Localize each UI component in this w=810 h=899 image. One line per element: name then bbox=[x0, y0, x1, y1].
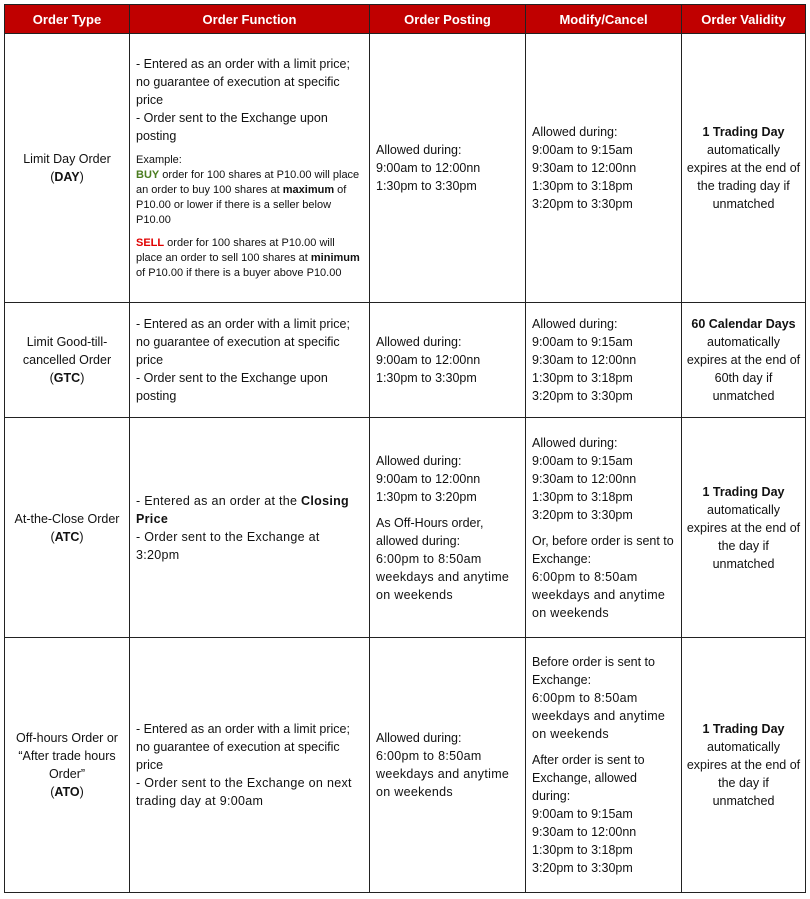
order-type-name: Off-hours Order or “After trade hours Order” bbox=[16, 731, 118, 781]
header-order-validity: Order Validity bbox=[682, 5, 806, 34]
order-type-name: Limit Day Order bbox=[23, 152, 111, 166]
order-type-cell: At-the-Close Order (ATC) bbox=[5, 418, 130, 638]
validity-period: 1 Trading Day bbox=[702, 484, 785, 499]
sell-word: SELL bbox=[136, 237, 165, 249]
order-function-cell bbox=[130, 638, 370, 893]
buy-word: BUY bbox=[136, 169, 160, 181]
order-validity-cell bbox=[682, 418, 806, 638]
function-line: - Entered as an order with a limit price; no guarantee of execution at specific price bbox=[136, 722, 350, 772]
validity-period: 1 Trading Day bbox=[702, 125, 785, 139]
order-validity-cell bbox=[682, 638, 806, 893]
buy-example: BUY order for 100 shares at P10.00 will place an order to buy 100 shares at maximum of P10.00 or lower if there is a seller below P10.00 bbox=[136, 169, 360, 226]
closing-price-text: Closing Price bbox=[136, 493, 349, 526]
order-type-cell: Limit Day Order (DAY) bbox=[5, 34, 130, 303]
modify-cancel-cell: Allowed during: 9:00am to 9:15am 9:30am to 12:00nn 1:30pm to 3:18pm 3:20pm to 3:30pm bbox=[526, 34, 682, 303]
validity-period: 60 Calendar Days bbox=[691, 317, 796, 331]
modify-cancel-cell: Allowed during: 9:00am to 9:15am 9:30am to 12:00nn 1:30pm to 3:18pm 3:20pm to 3:30pm bbox=[526, 303, 682, 418]
function-line: - Order sent to the Exchange upon posting bbox=[136, 111, 328, 143]
table-row-gtc bbox=[5, 303, 806, 418]
example-label: Example: bbox=[136, 154, 182, 166]
order-posting-cell: Allowed during: 9:00am to 12:00nn 1:30pm to 3:20pm As Off-Hours order, allowed during: 6:00pm to 8:50am weekdays and anytime on weekends bbox=[370, 418, 526, 638]
validity-description: automatically expires at the end of the trading day if unmatched bbox=[686, 143, 801, 211]
sell-example: SELL order for 100 shares at P10.00 will place an order to sell 100 shares at minimum of P10.00 if there is a buyer above P10.00 bbox=[136, 237, 360, 279]
order-function-cell bbox=[130, 303, 370, 418]
header-row bbox=[5, 5, 806, 34]
modify-cancel-cell: Before order is sent to Exchange: 6:00pm to 8:50am weekdays and anytime on weekends After order is sent to Exchange, allowed during: 9:00am to 9:15am 9:30am to 12:00nn 1:30pm to 3:18pm 3:20pm to 3:30pm bbox=[526, 638, 682, 893]
validity-description: automatically expires at the end of the day if unmatched bbox=[686, 502, 801, 571]
table-row-atc bbox=[5, 418, 806, 638]
order-type-code: ATC bbox=[54, 529, 80, 544]
table-row-ato bbox=[5, 638, 806, 893]
header-modify-cancel: Modify/Cancel bbox=[526, 5, 682, 34]
function-line: - Entered as an order with a limit price; no guarantee of execution at specific price bbox=[136, 317, 350, 367]
order-function-cell bbox=[130, 418, 370, 638]
function-line: - Entered as an order with a limit price; no guarantee of execution at specific price bbox=[136, 57, 350, 107]
validity-description: automatically expires at the end of 60th day if unmatched bbox=[686, 335, 801, 403]
order-posting-cell: Allowed during: 9:00am to 12:00nn 1:30pm to 3:30pm bbox=[370, 303, 526, 418]
function-line: - Order sent to the Exchange upon posting bbox=[136, 371, 328, 403]
order-type-name: At-the-Close Order bbox=[14, 511, 120, 526]
function-line: - Order sent to the Exchange at 3:20pm bbox=[136, 529, 320, 562]
function-line: - Order sent to the Exchange on next trading day at 9:00am bbox=[136, 776, 352, 808]
order-validity-cell bbox=[682, 303, 806, 418]
order-types-table bbox=[4, 4, 806, 893]
order-type-cell: Limit Good-till-cancelled Order (GTC) bbox=[5, 303, 130, 418]
order-type-cell: Off-hours Order or “After trade hours Order” (ATO) bbox=[5, 638, 130, 893]
header-order-type: Order Type bbox=[5, 5, 130, 34]
header-order-posting: Order Posting bbox=[370, 5, 526, 34]
order-posting-cell: Allowed during: 6:00pm to 8:50am weekdays and anytime on weekends bbox=[370, 638, 526, 893]
header-order-function: Order Function bbox=[130, 5, 370, 34]
order-posting-cell: Allowed during: 9:00am to 12:00nn 1:30pm to 3:30pm bbox=[370, 34, 526, 303]
order-type-code: ATO bbox=[54, 785, 80, 799]
order-function-cell bbox=[130, 34, 370, 303]
order-type-code: DAY bbox=[54, 170, 80, 184]
modify-cancel-cell: Allowed during: 9:00am to 9:15am 9:30am to 12:00nn 1:30pm to 3:18pm 3:20pm to 3:30pm Or, before order is sent to Exchange: 6:00pm to 8:50am weekdays and anytime on weekends bbox=[526, 418, 682, 638]
order-type-code: GTC bbox=[53, 371, 81, 385]
validity-period: 1 Trading Day bbox=[702, 722, 785, 736]
order-type-name: Limit Good-till-cancelled Order bbox=[22, 335, 112, 367]
table-row-day bbox=[5, 34, 806, 303]
order-validity-cell bbox=[682, 34, 806, 303]
function-line: - Entered as an order at the Closing Price bbox=[136, 493, 349, 526]
validity-description: automatically expires at the end of the day if unmatched bbox=[686, 740, 801, 808]
